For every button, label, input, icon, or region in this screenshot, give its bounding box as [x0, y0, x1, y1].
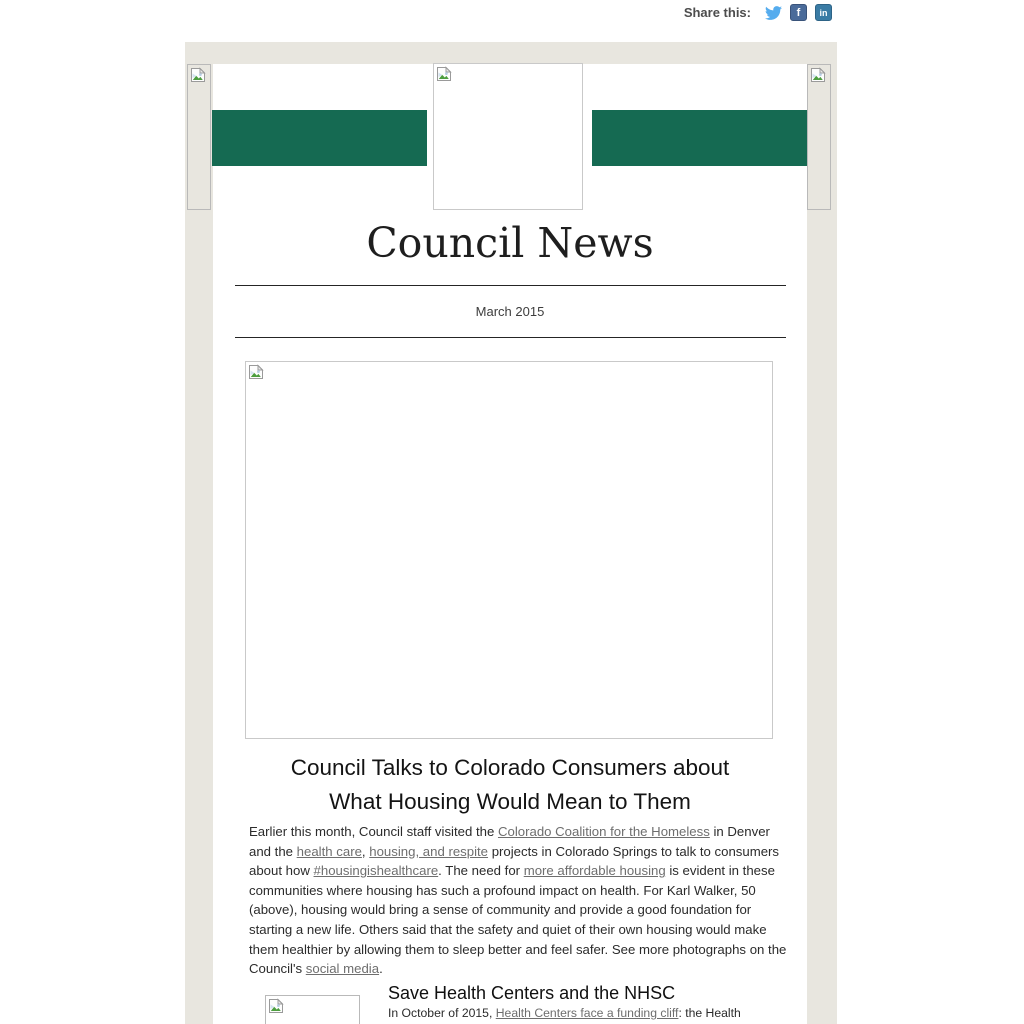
article-headline — [213, 751, 807, 819]
header-banner-right — [592, 110, 807, 166]
broken-image-icon — [268, 998, 284, 1014]
email-container — [185, 42, 837, 1024]
inline-link[interactable]: housing, and respite — [369, 843, 489, 859]
article2-heading: Save Health Centers and the NHSC — [388, 983, 676, 1003]
header-logo-image-placeholder — [433, 63, 583, 210]
divider — [235, 285, 786, 286]
inline-link[interactable]: social media — [305, 961, 380, 977]
divider — [235, 337, 786, 338]
inline-link[interactable]: Health Centers face a funding cliff — [495, 1006, 679, 1020]
inline-link[interactable]: #housingishealthcare — [313, 863, 439, 879]
facebook-icon[interactable]: f — [790, 4, 807, 21]
broken-image-icon — [436, 66, 452, 82]
inline-link[interactable]: Colorado Coalition for the Homeless — [497, 824, 710, 839]
article-body: Earlier this month, Council staff visited the Colorado Coalition for the Homeless in Denver and the health care, housing, and respite projects in Colorado Springs to talk to consumers about how #housingishealthcare. The need for more affordable housing is evident in these communities where housing has such a profound impact on health. For Karl Walker, 50 (above), housing would bring a sense of community and provide a good foundation for starting a new life. Others said that the safety and quiet of their own housing would make them healthier by allowing them to sleep better and feel safer. See more photographs on the Council's social media. — [249, 824, 787, 977]
newsletter-date: March 2015 — [475, 304, 545, 319]
header-banner-left — [212, 110, 427, 166]
header-edge-image-placeholder-right — [807, 64, 831, 210]
share-bar — [0, 4, 832, 21]
inline-link[interactable]: more affordable housing — [523, 863, 666, 879]
article-hero-image-placeholder — [245, 361, 773, 739]
linkedin-icon[interactable]: in — [815, 4, 832, 21]
header-edge-image-placeholder-left — [187, 64, 211, 210]
twitter-icon[interactable] — [765, 4, 782, 21]
article-headline-line2: What Housing Would Mean to Them — [329, 789, 691, 814]
share-label: Share this: — [683, 5, 751, 20]
article2-thumbnail-placeholder — [265, 995, 360, 1024]
broken-image-icon — [190, 67, 206, 83]
article-headline-line1: Council Talks to Colorado Consumers about — [290, 755, 730, 780]
broken-image-icon — [810, 67, 826, 83]
broken-image-icon — [248, 364, 264, 380]
newsletter-title: Council News — [366, 219, 654, 267]
article2-body: In October of 2015, Health Centers face a funding cliff: the Health — [388, 1006, 741, 1020]
twitter-bird-glyph — [765, 4, 782, 22]
inline-link[interactable]: health care — [296, 843, 362, 859]
